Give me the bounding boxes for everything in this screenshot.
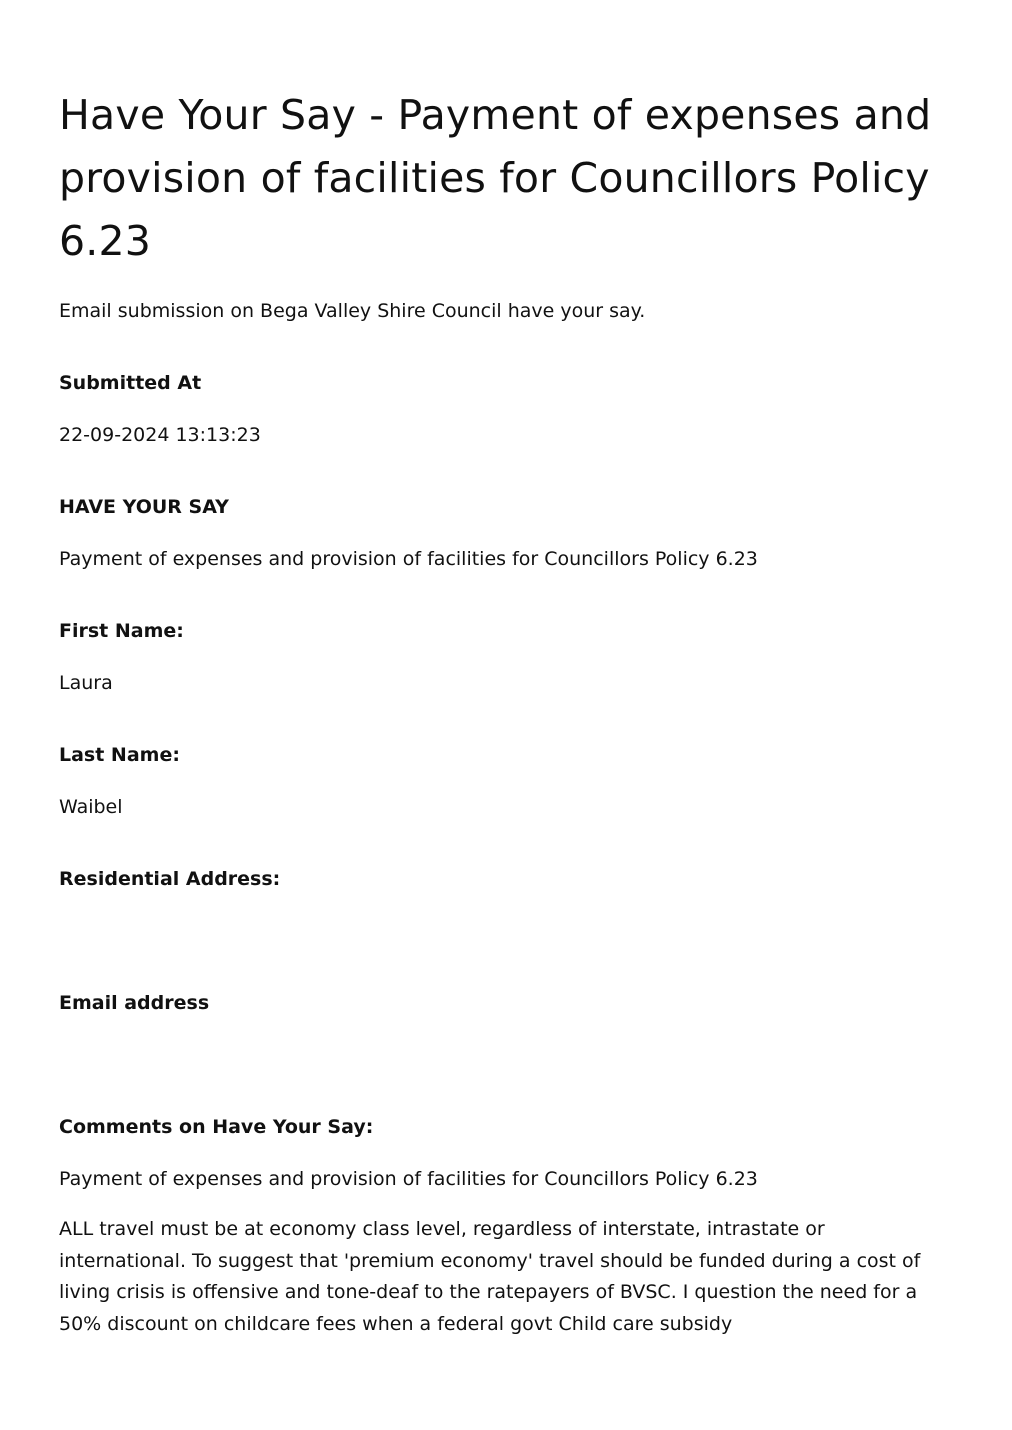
last-name-value: Waibel	[59, 796, 123, 818]
have-your-say-value: Payment of expenses and provision of facilities for Councillors Policy 6.23	[59, 548, 758, 570]
first-name-value: Laura	[59, 672, 113, 694]
submitted-at-label: Submitted At	[59, 372, 202, 394]
residential-address-value	[59, 916, 952, 946]
email-address-value	[59, 1040, 952, 1070]
comments-body: ALL travel must be at economy class level, regardless of interstate, intrastate or international. To suggest that 'premium economy' travel should be funded during a cost of living crisis is offensive and tone-deaf to the ratepayers of BVSC. I question the need for a 50% discount on childcare fees when a federal govt Child care subsidy	[59, 1218, 921, 1335]
comments-label: Comments on Have Your Say:	[59, 1116, 374, 1138]
last-name-label: Last Name:	[59, 744, 180, 766]
page-title: Have Your Say - Payment of expenses and provision of facilities for Councillors Policy 6.23	[59, 91, 932, 265]
intro-text: Email submission on Bega Valley Shire Council have your say.	[59, 300, 646, 322]
residential-address-label: Residential Address:	[59, 868, 281, 890]
comments-topic: Payment of expenses and provision of facilities for Councillors Policy 6.23	[59, 1168, 758, 1190]
email-address-label: Email address	[59, 992, 210, 1014]
submitted-at-value: 22-09-2024 13:13:23	[59, 424, 261, 446]
have-your-say-label: HAVE YOUR SAY	[59, 496, 229, 518]
first-name-label: First Name:	[59, 620, 184, 642]
